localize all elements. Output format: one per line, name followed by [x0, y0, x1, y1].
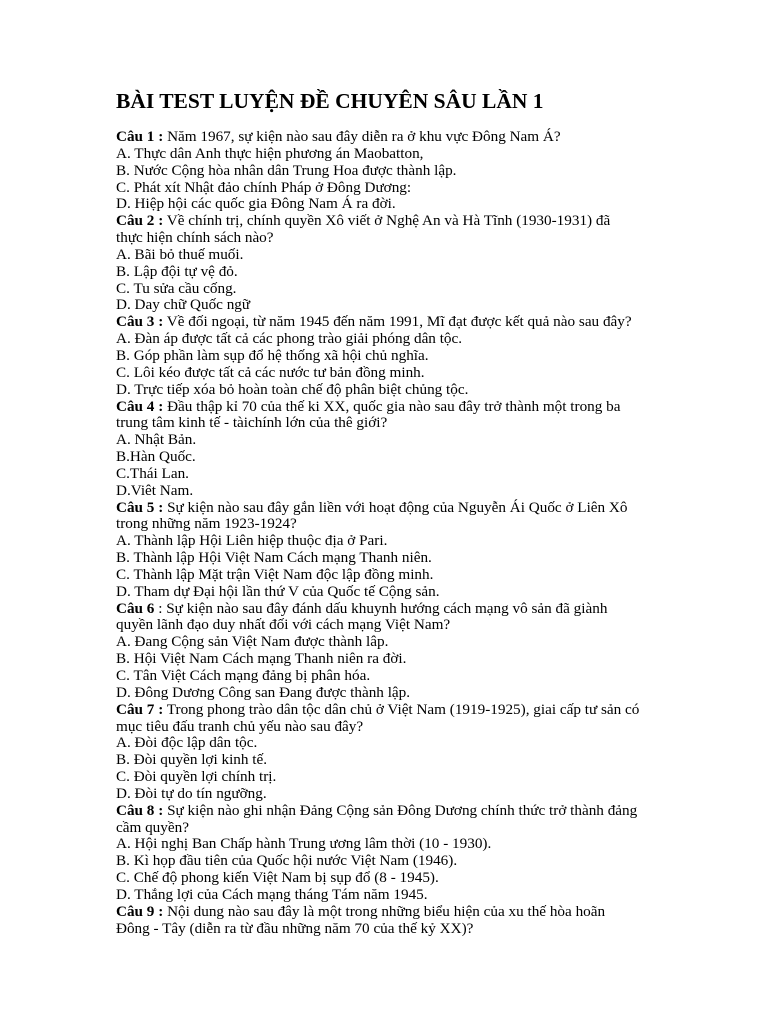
question-1	[116, 129, 661, 213]
question-7	[116, 702, 661, 803]
answer-option: D. Tham dự Đại hội lần thứ V của Quốc tế Cộng sản.	[116, 582, 440, 600]
answer-option: A. Đòi độc lập dân tộc.	[116, 734, 258, 752]
question-stem	[116, 702, 661, 719]
answer-option: D. Đòi tự do tín ngưỡng.	[116, 784, 267, 802]
answer-option: B.Hàn Quốc.	[116, 448, 196, 466]
answer-option: A. Nhật Bản.	[116, 431, 197, 449]
question-number: Câu 9 :	[116, 902, 164, 920]
answer-option: B. Lập đội tự vệ đỏ.	[116, 262, 238, 280]
answer-option: C.Thái Lan.	[116, 464, 189, 482]
question-stem	[116, 904, 661, 921]
question-4	[116, 399, 661, 500]
question-stem	[116, 803, 661, 820]
question-number: Câu 2 :	[116, 212, 164, 230]
answer-option: C. Tu sửa cầu cống.	[116, 279, 237, 297]
question-8	[116, 803, 661, 904]
answer-option: B. Thành lập Hội Việt Nam Cách mạng Thanh niên.	[116, 549, 432, 567]
question-text: Nội dung nào sau đây là một trong những biểu hiện của xu thế hòa hoãn	[163, 902, 606, 920]
answer-option: C. Tân Việt Cách mạng đảng bị phân hóa.	[116, 667, 371, 684]
question-stem	[116, 213, 661, 230]
answer-option: D.Viêt Nam.	[116, 481, 194, 499]
question-stem	[116, 314, 661, 331]
question-stem	[116, 601, 661, 618]
question-6	[116, 601, 661, 702]
question-text-continued: cầm quyền?	[116, 818, 189, 836]
question-number: Câu 6	[116, 599, 155, 617]
answer-option: D. Hiệp hội các quốc gia Đông Nam Á ra đời.	[116, 195, 396, 213]
question-number: Câu 4 :	[116, 397, 164, 415]
answer-option: C. Lôi kéo được tất cả các nước tư bản đồng minh.	[116, 363, 425, 381]
question-text: : Sự kiện nào sau đây đánh dấu khuynh hướng cách mạng vô sản đã giành	[154, 599, 608, 617]
question-text: Về chính trị, chính quyền Xô viết ở Nghệ An và Hà Tĩnh (1930-1931) đã	[163, 212, 611, 230]
question-number: Câu 1 :	[116, 128, 164, 145]
question-text-continued: Đông - Tây (diễn ra từ đầu những năm 70 của thế kỷ XX)?	[116, 919, 474, 937]
answer-option: D. Trực tiếp xóa bỏ hoàn toàn chế độ phân biệt chủng tộc.	[116, 380, 469, 398]
answer-option: B. Nước Cộng hòa nhân dân Trung Hoa được thành lập.	[116, 161, 457, 179]
question-stem	[116, 399, 661, 416]
question-text: Trong phong trào dân tộc dân chủ ở Việt Nam (1919-1925), giai cấp tư sản có	[163, 700, 640, 718]
question-list	[116, 129, 661, 938]
question-number: Câu 7 :	[116, 700, 164, 718]
question-text: Năm 1967, sự kiện nào sau đây diễn ra ở khu vực Đông Nam Á?	[163, 128, 561, 145]
question-5	[116, 500, 661, 601]
question-number: Câu 3 :	[116, 313, 164, 331]
question-text-continued: quyền lãnh đạo duy nhất đối với cách mạng Việt Nam?	[116, 616, 451, 634]
answer-option: C. Chế độ phong kiến Việt Nam bị sụp đổ (8 - 1945).	[116, 869, 439, 887]
question-number: Câu 8 :	[116, 801, 164, 819]
answer-option: A. Thực dân Anh thực hiện phương án Maobatton,	[116, 144, 424, 162]
document-title: BÀI TEST LUYỆN ĐỀ CHUYÊN SÂU LẦN 1	[116, 89, 544, 113]
answer-option: D. Thắng lợi của Cách mạng tháng Tám năm 1945.	[116, 885, 428, 903]
question-text: Sự kiện nào ghi nhận Đảng Cộng sản Đông Dương chính thức trở thành đảng	[163, 801, 638, 819]
answer-option: C. Phát xít Nhật đảo chính Pháp ở Đông Dương:	[116, 178, 412, 196]
question-text-continued: trung tâm kinh tế - tàichính lớn của thê giới?	[116, 414, 388, 432]
question-9	[116, 904, 661, 938]
answer-option: A. Đang Cộng sản Việt Nam được thành lâp.	[116, 633, 389, 651]
question-stem	[116, 500, 661, 517]
answer-option: A. Thành lập Hội Liên hiệp thuộc địa ở Pari.	[116, 532, 388, 550]
answer-option: A. Hội nghị Ban Chấp hành Trung ương lâm thời (10 - 1930).	[116, 835, 492, 853]
answer-option: B. Góp phần làm sụp đổ hệ thống xã hội chủ nghĩa.	[116, 346, 429, 364]
question-stem	[116, 129, 661, 146]
question-text: Về đối ngoại, từ năm 1945 đến năm 1991, Mĩ đạt được kết quả nào sau đây?	[163, 313, 632, 331]
answer-option: C. Đòi quyền lợi chính trị.	[116, 768, 277, 786]
document-page	[116, 86, 661, 938]
answer-option: D. Day chữ Quốc ngữ	[116, 296, 251, 314]
answer-option: A. Đàn áp được tất cả các phong trào giải phóng dân tộc.	[116, 330, 463, 348]
answer-option: A. Bãi bỏ thuế muối.	[116, 245, 244, 263]
question-3	[116, 314, 661, 398]
question-number: Câu 5 :	[116, 498, 164, 516]
answer-option: B. Kì họp đầu tiên của Quốc hội nước Việt Nam (1946).	[116, 852, 458, 870]
question-text: Sự kiện nào sau đây gắn liền với hoạt động của Nguyễn Ái Quốc ở Liên Xô	[163, 498, 628, 516]
question-text: Đầu thập kỉ 70 của thế ki XX, quốc gia nào sau đây trở thành một trong ba	[163, 397, 621, 415]
answer-option: B. Hội Việt Nam Cách mạng Thanh niên ra đời.	[116, 650, 407, 668]
answer-option: C. Thành lập Mặt trận Việt Nam độc lập đồng minh.	[116, 565, 434, 583]
question-2	[116, 213, 661, 314]
answer-option: D. Đông Dương Công san Đang được thành lập.	[116, 683, 411, 701]
question-text-continued: mục tiêu đấu tranh chủ yếu nào sau đây?	[116, 717, 364, 735]
answer-option: B. Đòi quyền lợi kinh tế.	[116, 751, 268, 769]
question-text-continued: trong những năm 1923-1924?	[116, 515, 297, 533]
question-text-continued: thực hiện chính sách nào?	[116, 229, 274, 247]
